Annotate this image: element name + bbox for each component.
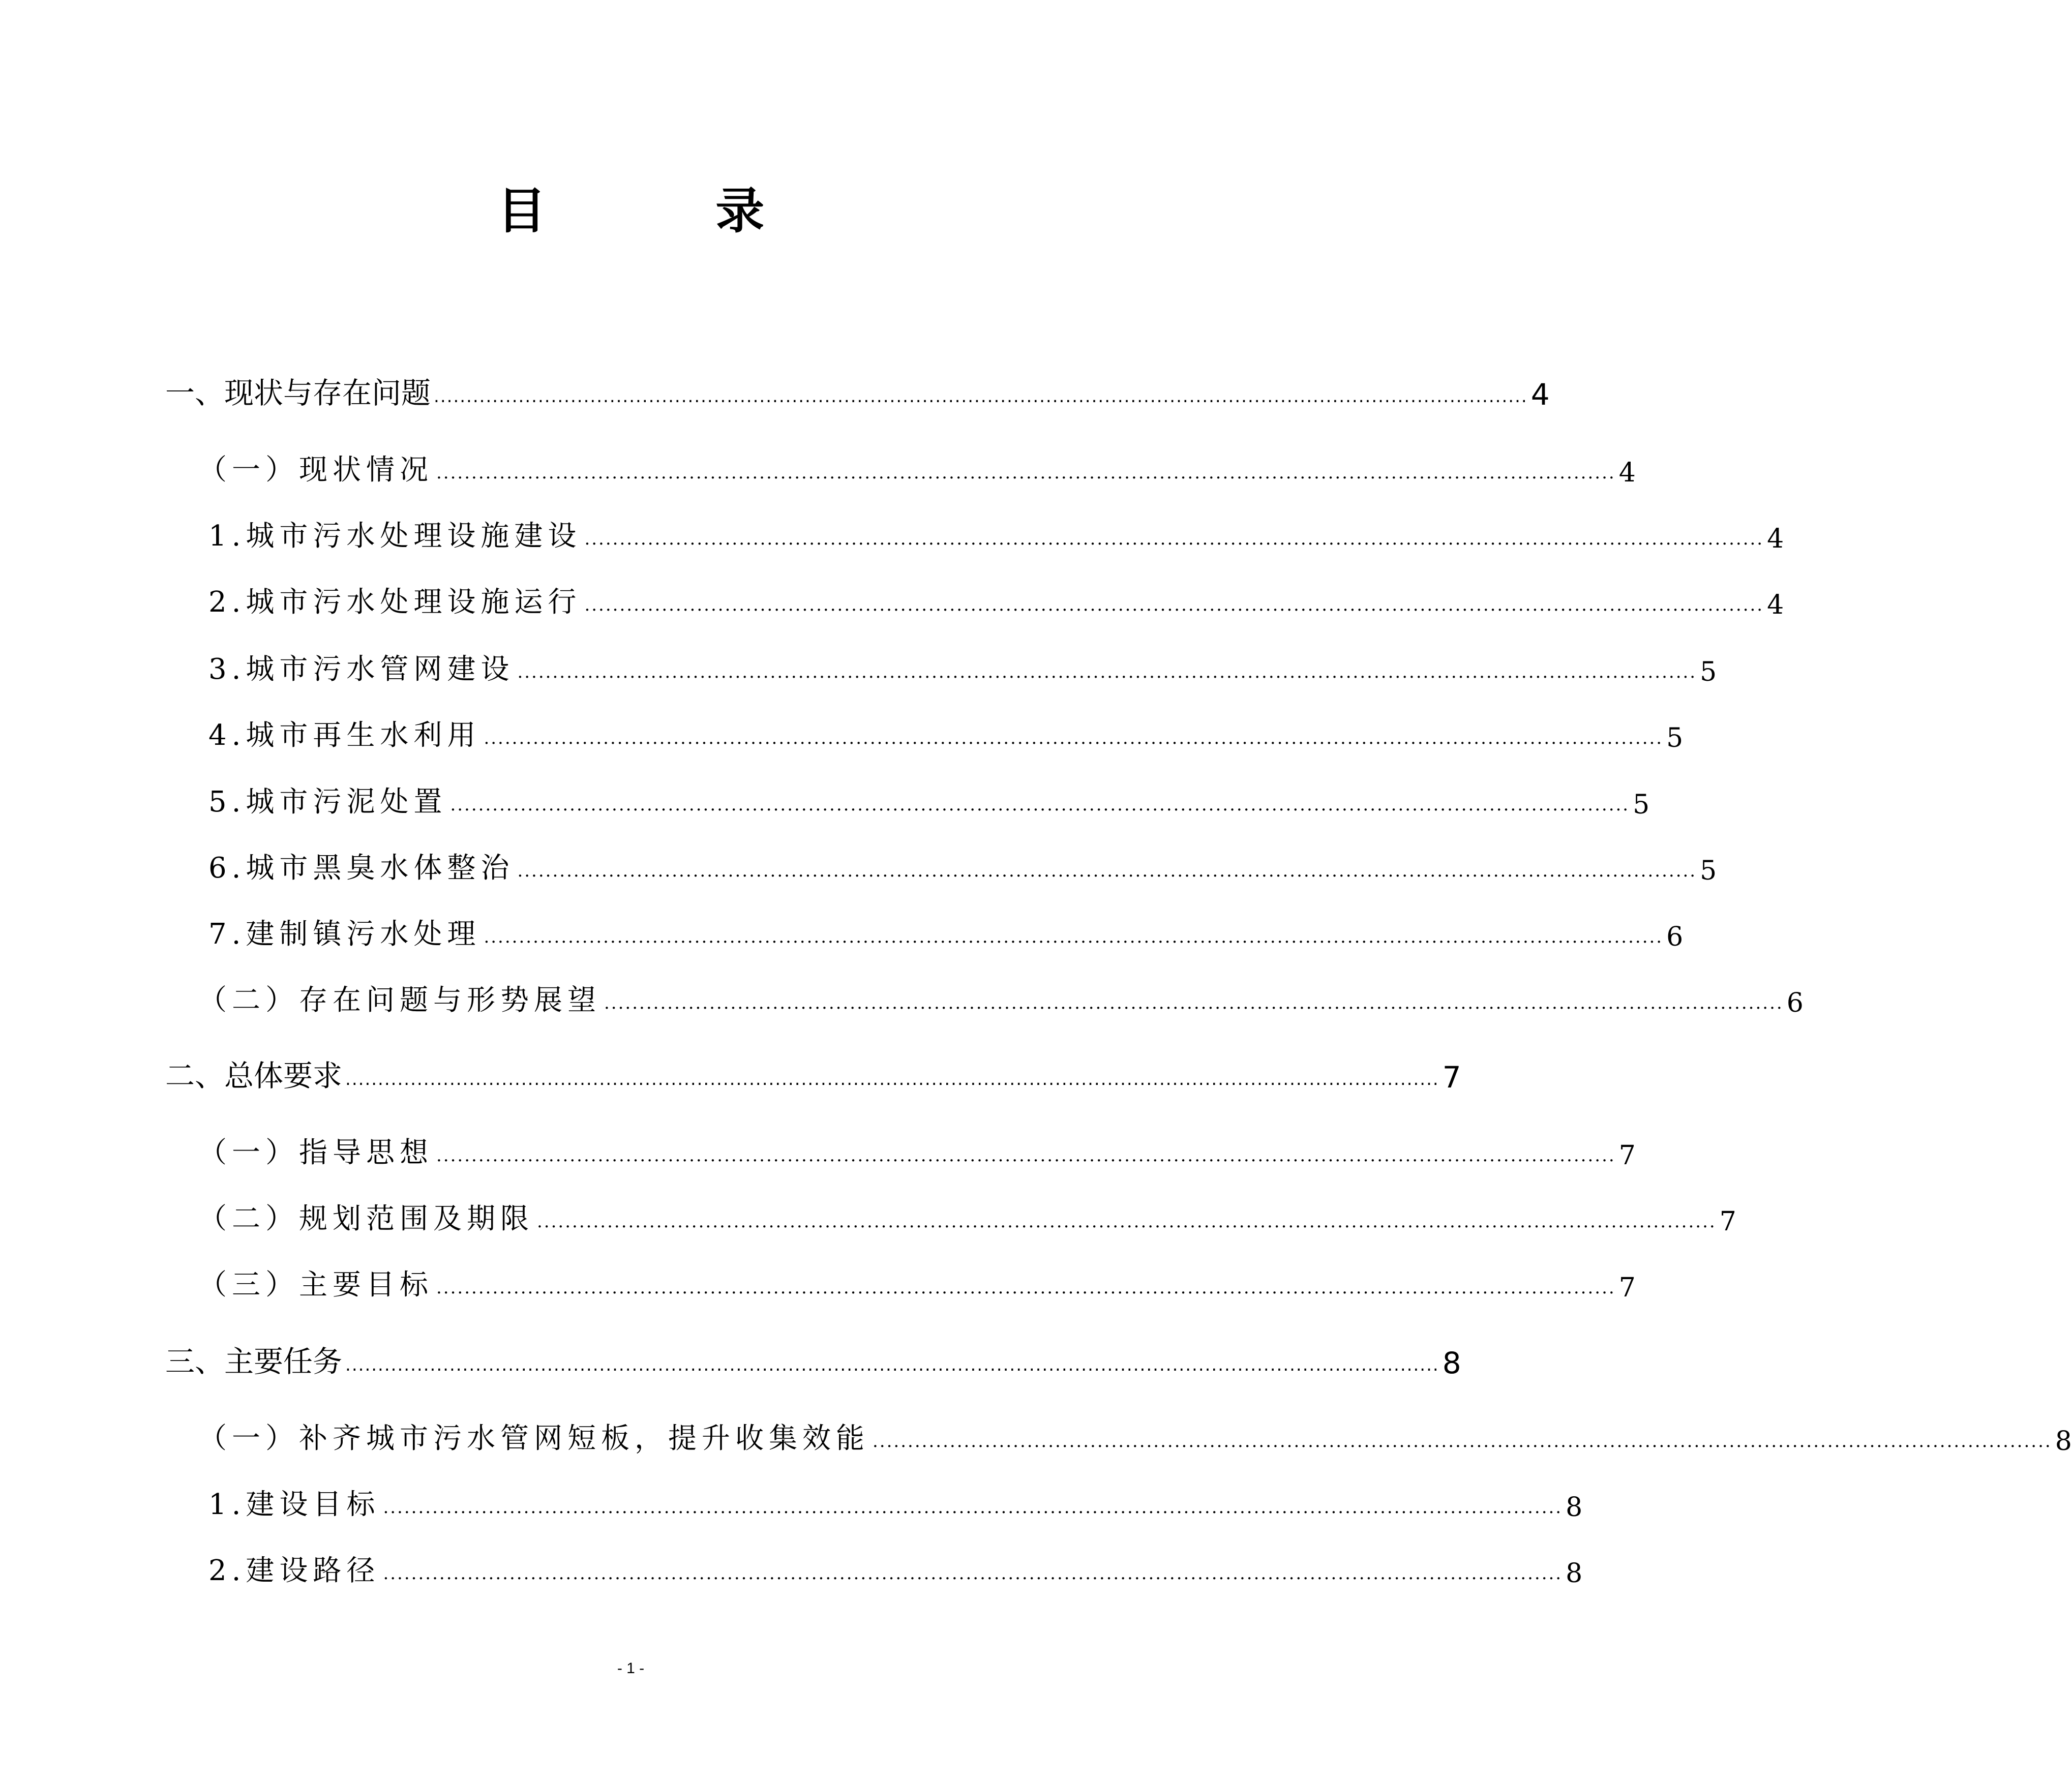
toc-leader-dots: ........................................................................................................................................................................: [484, 728, 1664, 748]
toc-entry-level3[interactable]: [208, 1543, 1583, 1589]
toc-entry-page: 4: [1767, 590, 1784, 620]
toc-entry-label: 1.城市污水处理设施建设: [208, 520, 582, 553]
toc-entry-level3[interactable]: [208, 642, 1717, 687]
toc-entry-label: 2.建设路径: [208, 1554, 380, 1587]
toc-entry-label: 一、现状与存在问题: [165, 376, 431, 410]
toc-entry-page: 5: [1633, 790, 1650, 820]
toc-leader-dots: ........................................................................................................................................................................: [584, 595, 1764, 615]
toc-entry-page: 6: [1666, 922, 1684, 952]
toc-entry-page: 7: [1618, 1273, 1636, 1303]
toc-entry-level1[interactable]: [165, 1049, 1461, 1095]
toc-entry-label: （三）主要目标: [198, 1268, 433, 1302]
toc-leader-dots: ........................................................................................................................................................................: [450, 795, 1630, 815]
toc-entry-level3[interactable]: [208, 508, 1784, 554]
toc-entry-label: （一）现状情况: [198, 453, 433, 487]
toc-entry-level3[interactable]: [208, 840, 1717, 886]
toc-leader-dots: ........................................................................................................................................................................: [434, 386, 1528, 407]
toc-entry-page: 7: [1719, 1206, 1736, 1237]
page-title: 目 录: [497, 182, 841, 239]
toc-entry-label: 7.建制镇污水处理: [208, 918, 481, 951]
toc-entry-label: 3.城市污水管网建设: [208, 653, 515, 686]
toc-entry-label: （一）补齐城市污水管网短板，提升收集效能: [198, 1422, 869, 1455]
toc-leader-dots: ........................................................................................................................................................................: [383, 1497, 1563, 1518]
toc-entry-page: 4: [1618, 458, 1636, 488]
toc-entry-page: 7: [1442, 1060, 1461, 1095]
toc-entry-page: 6: [1786, 988, 1804, 1018]
toc-entry-page: 8: [1566, 1492, 1583, 1523]
toc-entry-page: 5: [1666, 723, 1684, 753]
page-number-footer: - 1 -: [617, 1660, 645, 1677]
toc-leader-dots: ........................................................................................................................................................................: [436, 1145, 1616, 1166]
toc-entry-page: 8: [2055, 1426, 2072, 1457]
toc-entry-level2[interactable]: [198, 1191, 1736, 1237]
toc-entry-level2[interactable]: [198, 1411, 2072, 1457]
toc-entry-level1[interactable]: [165, 366, 1550, 412]
toc-entry-page: 7: [1618, 1140, 1636, 1171]
toc-entry-page: 5: [1700, 657, 1717, 687]
toc-entry-label: 5.城市污泥处置: [208, 785, 447, 819]
toc-entry-label: 二、总体要求: [165, 1059, 343, 1093]
toc-leader-dots: ........................................................................................................................................................................: [517, 662, 1697, 682]
toc-leader-dots: ........................................................................................................................................................................: [537, 1212, 1717, 1232]
toc-entry-label: （一）指导思想: [198, 1136, 433, 1169]
toc-entry-label: 6.城市黑臭水体整治: [208, 852, 515, 885]
toc-entry-label: 2.城市污水处理设施运行: [208, 586, 582, 619]
toc-entry-label: 三、主要任务: [165, 1344, 343, 1379]
toc-entry-page: 4: [1767, 524, 1784, 554]
toc-entry-label: （二）存在问题与形势展望: [198, 984, 601, 1017]
toc-entry-level2[interactable]: [198, 973, 1804, 1018]
toc-leader-dots: ........................................................................................................................................................................: [345, 1069, 1439, 1090]
toc-entry-page: 4: [1530, 377, 1550, 412]
toc-entry-level2[interactable]: [198, 442, 1636, 488]
toc-leader-dots: ........................................................................................................................................................................: [517, 861, 1697, 881]
toc-entry-level3[interactable]: [208, 774, 1650, 820]
toc-leader-dots: ........................................................................................................................................................................: [604, 993, 1784, 1013]
toc-entry-level3[interactable]: [208, 906, 1684, 952]
toc-entry-page: 5: [1700, 856, 1717, 886]
toc-leader-dots: ........................................................................................................................................................................: [873, 1431, 2052, 1452]
toc-entry-level1[interactable]: [165, 1335, 1461, 1380]
toc-entry-label: 4.城市再生水利用: [208, 719, 481, 752]
toc-leader-dots: ........................................................................................................................................................................: [345, 1355, 1439, 1375]
toc-leader-dots: ........................................................................................................................................................................: [383, 1563, 1563, 1584]
toc-leader-dots: ........................................................................................................................................................................: [484, 927, 1664, 947]
toc-entry-level3[interactable]: [208, 574, 1784, 620]
toc-entry-page: 8: [1442, 1346, 1461, 1380]
toc-leader-dots: ........................................................................................................................................................................: [436, 1278, 1616, 1298]
toc-entry-level2[interactable]: [198, 1125, 1636, 1171]
toc-entry-page: 8: [1566, 1558, 1583, 1589]
toc-leader-dots: ........................................................................................................................................................................: [584, 529, 1764, 549]
toc-leader-dots: ........................................................................................................................................................................: [436, 463, 1616, 483]
toc-entry-label: 1.建设目标: [208, 1488, 380, 1521]
toc-entry-level3[interactable]: [208, 1477, 1583, 1523]
toc-entry-label: （二）规划范围及期限: [198, 1202, 534, 1235]
toc-entry-level2[interactable]: [198, 1257, 1636, 1303]
toc-entry-level3[interactable]: [208, 708, 1684, 753]
